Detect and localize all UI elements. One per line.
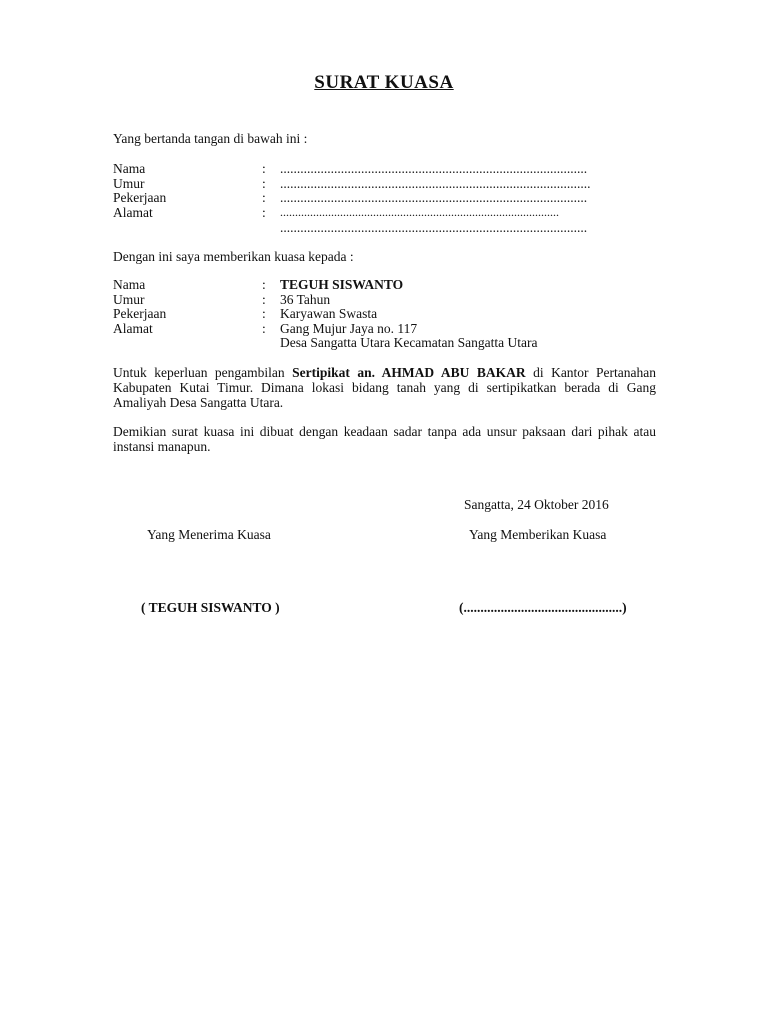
- field-label: Umur: [113, 292, 145, 307]
- giver-signature-name: (...............................................): [459, 600, 627, 615]
- blank-field: ...........................................................................................: [280, 190, 588, 205]
- field-colon: :: [262, 292, 266, 307]
- field-colon: :: [262, 306, 266, 321]
- field-colon: :: [262, 321, 266, 336]
- intro-text: Yang bertanda tangan di bawah ini :: [113, 131, 308, 146]
- purpose-text-2: di Kantor Pertanahan Kabupaten Kutai Timur. Dimana lokasi bidang tanah yang di sertipikatkan berada di Gang Amaliyah Desa Sangatta Utara.: [113, 365, 656, 410]
- document-title: SURAT KUASA: [314, 72, 454, 93]
- field-label: Alamat: [113, 205, 153, 220]
- purpose-text: Untuk keperluan pengambilan: [113, 365, 293, 380]
- grantee-occupation: Karyawan Swasta: [280, 306, 378, 321]
- field-colon: :: [262, 176, 266, 191]
- field-label: Pekerjaan: [113, 306, 167, 321]
- blank-field: ...........................................................................................: [280, 220, 588, 235]
- receiver-signature-name: ( TEGUH SISWANTO ): [141, 600, 280, 615]
- blank-field: .............................................................................................: [280, 205, 559, 219]
- receiver-label: Yang Menerima Kuasa: [147, 527, 271, 542]
- certificate-name: Sertipikat an. AHMAD ABU BAKAR: [292, 365, 526, 380]
- giver-label: Yang Memberikan Kuasa: [469, 527, 607, 542]
- grantee-name: TEGUH SISWANTO: [280, 277, 404, 292]
- grantee-address: Gang Mujur Jaya no. 117: [280, 321, 418, 336]
- grant-intro-text: Dengan ini saya memberikan kuasa kepada :: [113, 249, 354, 264]
- field-colon: :: [262, 190, 266, 205]
- closing-paragraph: Demikian surat kuasa ini dibuat dengan keadaan sadar tanpa ada unsur paksaan dari pihak atau instansi manapun.: [113, 424, 656, 454]
- field-colon: :: [262, 277, 266, 292]
- blank-field: ............................................................................................: [280, 176, 591, 191]
- place-date: Sangatta, 24 Oktober 2016: [464, 497, 609, 512]
- field-label: Nama: [113, 161, 146, 176]
- field-colon: :: [262, 161, 266, 176]
- field-label: Umur: [113, 176, 145, 191]
- field-label: Pekerjaan: [113, 190, 167, 205]
- blank-field: ...........................................................................................: [280, 161, 588, 176]
- grantee-address-2: Desa Sangatta Utara Kecamatan Sangatta Utara: [280, 335, 538, 350]
- purpose-paragraph: [113, 365, 656, 410]
- field-colon: :: [262, 205, 266, 220]
- field-label: Nama: [113, 277, 146, 292]
- field-label: Alamat: [113, 321, 153, 336]
- grantee-age: 36 Tahun: [280, 292, 331, 307]
